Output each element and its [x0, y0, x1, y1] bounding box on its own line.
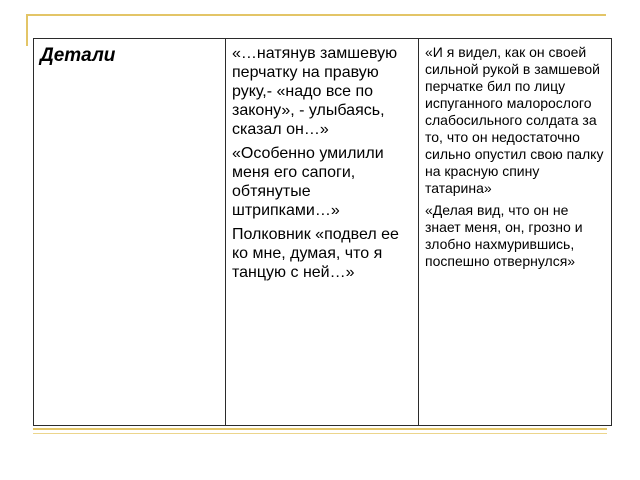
label-cell — [34, 39, 226, 426]
quote-beating: «И я видел, как он своей сильной рукой в замшевой перчатке бил по лицу испуганного малорослого слабосильного солдата за то, что он недостаточно сильно опустил свою палку на красную спину татарина» — [425, 44, 604, 196]
middle-quotes-list — [226, 39, 418, 282]
decorative-bottom-rule-thin — [33, 433, 607, 434]
quote-turned-away: «Делая вид, что он не знает меня, он, грозно и злобно нахмурившись, поспешно отвернулся» — [425, 202, 583, 269]
decorative-left-rule — [26, 14, 28, 46]
right-quotes-list — [419, 39, 611, 270]
quote-glove: «…натянув замшевую перчатку на правую руку,- «надо все по закону», - улыбаясь, сказал он…» — [232, 45, 398, 138]
details-table — [33, 38, 612, 426]
middle-cell — [226, 39, 419, 426]
details-heading: Детали — [40, 45, 116, 66]
table-row — [34, 39, 612, 426]
quote-dance: Полковник «подвел ее ко мне, думая, что я танцую с ней…» — [232, 226, 399, 281]
decorative-bottom-rule — [33, 428, 607, 430]
right-cell — [419, 39, 612, 426]
quote-boots: «Особенно умилили меня его сапоги, обтянутые штрипками…» — [232, 145, 384, 219]
decorative-top-rule — [26, 14, 606, 16]
